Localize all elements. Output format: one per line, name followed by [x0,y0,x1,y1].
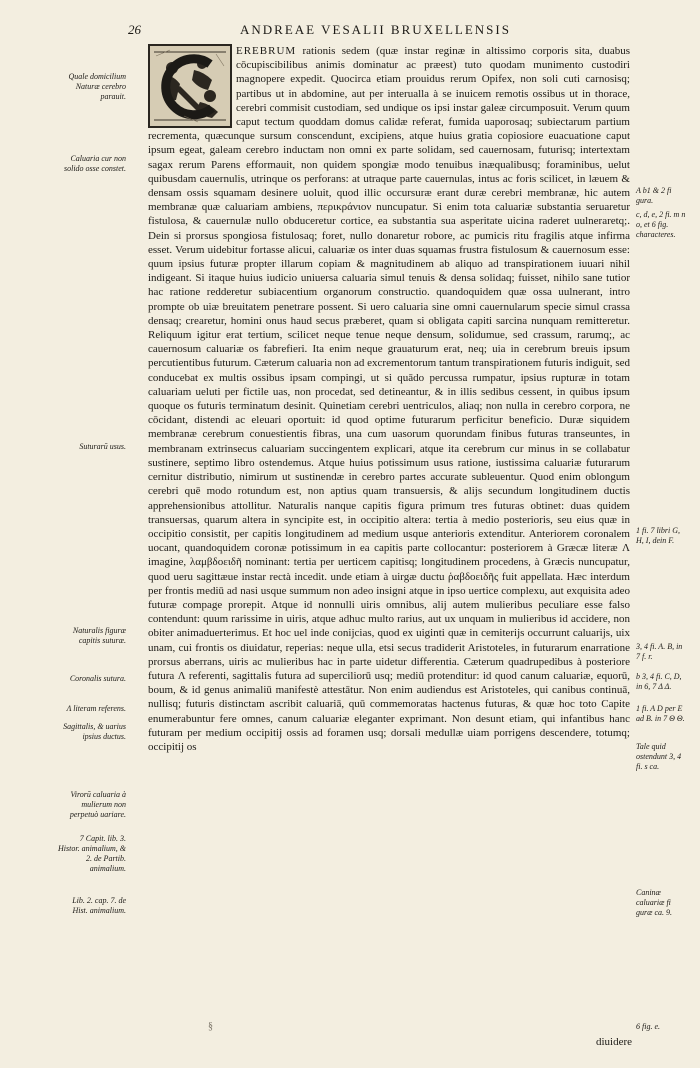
sidenote-right: c, d, e, 2 fi. m n o, et 6 fig. characteres. [636,210,686,239]
sidenote-left: Sagittalis, & uarius ipsius ductus. [63,722,126,741]
sidenote-left: Naturalis figuræ capitis suturæ. [72,626,126,645]
sidenote-left: Suturarū usus. [79,442,126,451]
main-paragraph [148,44,630,754]
sidenote-left: 7 Capit. lib. 3. Histor. animalium, & 2. de Partib. animalium. [58,834,127,873]
drop-cap-space [148,44,236,128]
sidenote-right: Tale quid ostendunt 3, 4 fi. s ca. [636,742,682,771]
sidenote-right: Caninæ caluariæ fi guræ ca. 9. [636,888,672,917]
running-head: ANDREAE VESALII BRUXELLENSIS [240,22,511,37]
sidenote-left: Quale domicilium Naturæ cerebro parauit. [68,72,126,101]
sidenote-right: 3, 4 fi. A. B, in 7 f. r. [636,642,683,661]
sidenote-left: Caluaria cur non solido osse constet. [64,154,126,173]
paragraph-text: rationis sedem (quæ instar reginæ in altissimo corporis sita, duabus cōcupiscibilibus animis dominatur ac præest) tuto quodam munimento custodiri magnopere expedit. Quocirca etiam prouidus rerum Opifex, non soli cuti carnosisq; partibus ut in abdomine, aut per interualla à se inuicem remotis ossibus ut in thorace, cerebri commisit custodiam, sed undique os ipsi instar galeæ circumposuit. Verum quum caput tectum quoddam domus calidæ referat, fumida uaporosaq; subiectarum partium recrementa, quæcunque sursum conscendunt, excipiens, atque huius gratia copiosiore euacuatione caput ipsum egeat, galeam cerebro inductam non omni ex parte solidam, sed cauernosam, futurisq; intertextam sagax rerum Parens efformauit, non quidem spongiæ modo tenuibus inæqualibusq; foraminibus, uelut quibusdam cauernulis, utrinque os perforans: at utraque parte cauernulas, intus ac foris scilicet, in læuem & densam ossis squamam desinere uoluit, quod illic occursuræ erant duræ cerebri membranæ, hic autem membranæ quæ caluariam ambiens, περικράνιον nuncupatur. Si enim tota caluariæ substantia seruaretur fistulosa, & cauernulæ nullo obduceretur cortice, ea substantia sua asperitate uicina raderet uulneraretq;. Dein si prorsus spongiosa fistulosaq; foret, nullo donaretur robore, ac pumicis ritu fragilis atque infirma esset. Verum uidebitur fortasse alicui, caluariæ os inter duas squamas frustra fistulosum & cauernosum esse: quum ipsius futuræ propter illarum copiam & magnitudinem ab aliquo ad transpirationem iuuari nihil indigeant. Si itaque huius iudicio uniuersa caluaria simul tenuis & densa solidaq; fuisset, nihilo sane tutior hac ratione redderetur subiacentium organorum constructio. quandoquidem quæ ossa uulnerant, intro prompte ob uiæ breuitatem penetrare possent. Si uero caluaria sine omni cauernularum specie simul crassa densaq; crearetur, homini onus haud secus præberet, quam si obligata capiti sarcina nunquam remitteretur. Reliquum igitur erat tertium, scilicet neque tenue neque densum, solidumue, sed crassum, rarumq;, ac cauernosum caluariæ os fabrefieri. Ita enim neque grauaturum erat, neq; uia in cerebrum breuis ipsum percutientibus futurum. Cæterum caluaria non ad excrementorum tantum transpirationem futuris indiguit, sed conducebat ex multis ossibus ipsam compingi, ut si quādo percussa rumpatur, ipsius rupturæ in totam caluariam ueluti per fictile uas, non procedat, sed detineantur, & in illis sedibus cessent, in quibus ipsum quoque os futuris terminatum desinit. Quinetiam cerebri uentriculos, aliaq; non nulla in cerebro corpora, ne cōcidant, distendi ac eleuari oportuit: id quod optime futurarum perficitur beneficio. Duræ siquidem membranæ cerebrum conuestientis fibras, una cum uasorum quorundam finibus futuras transeuntes, in membranam extrinsecus caluariam succingentem explicari, atque ita cerebrum cur minus in se collabatur sustinere, septimo libro ostendemus. Atque huius potissimum usus ratione, iustissima caluariæ futurarum cernitur distributio, nimirum ut sustinendæ in cerebro partes accurate subleuentur. Quod enim oblongum cerebri quē modo rotundum est, non aptius quam transuersis, & alijs secundum longitudinem ductis apprehensionibus attollitur. Naturalis nanque capitis figura primum tres futuras obtinet: duas quidem transuersas, quarum altera in syncipite est, in occipitio altera: tertia à medio posterioris, seu eius quæ in occipitio consistit, per capitis longitudinem ad medium usque anterioris extenditur. Anteriorem coronalem uocant, quandoquidem coronæ potissimum in ea capitis parte collocantur: posteriorem à Græcæ literæ Λ imagine, λαμβδοειδῆ nominant: tertia per uerticem capitisq; longitudinem procedens, à Græcis nuncupatur, quod ueru sagittæue instar rectà incedit. unde etiam à uirgæ ductu ῥαβδοειδῆς fuit appellata. Hæc interdum per frontis mediū ad nasi usque summum non adeo insigni atque in ipso uertice complexu, aut exquisita adeo futuræ compage prorepit. Atque id nonnulli uiris omnibus, alij autem mulieribus peculiare esse falso contendunt: quum rarissime in uiris, atque adhuc multo rarius, aut ux unquam in mulieribus id accidere, non obiter animaduerterimus. Et hoc uel inde conijcias, quod ex uiginti quæ in cemiterijs occurrunt caluarijs, uix unam, cui frontis os diuidatur, reperias: neque ulla, etsi secus tradiderit Aristoteles, in futurarum enarratione prorsus aberrans, uiris ac mulieribus hac in parte uidetur differentia. Cæterum quadrupedibus à posteriore futura Λ referenti, sagittalis futura ad superciliorū usq; mediū protenditur: id quod canum caluariæ, equorū, boum, & id genus animaliū manifestè attestātur. Non enim audiendus est Aristoteles, qui canibus continuā, nullisq; futuris distinctam ascribit caluariā, quū commemoratas hactenus futuras, & quæ hoc toto Capite enumerabuntur fere omnes, canum caluariæ eleganter exprimant. Non desunt etiam, qui infantibus hanc futuram per medium occipitij ossis ad foramen usq; dorsali medullæ uiam porrigens descendere, totumq; occipitij os [148,45,630,753]
opening-word: EREBRUM [236,45,297,57]
sidenote-right: 1 fi. A D per E ad B. in 7 Θ Θ. [636,704,685,723]
sidenote-right: b 3, 4 fi. C, D, in 6, 7 Δ Δ. [636,672,682,691]
sidenote-right: A b1 & 2 fi gura. [636,186,672,205]
sidenote-right: 1 fi. 7 libri G, H, I, dein F. [636,526,681,545]
page-number: 26 [128,22,141,37]
sidenote-left: Λ literam referens. [66,704,126,713]
page-header [0,22,700,42]
sidenote-left: Virorū caluaria à mulierum non perpetuò uariare. [69,790,126,819]
ornament-mark: § [208,1021,213,1032]
catchword: diuidere [596,1036,633,1048]
sidenote-right: 6 fig. e. [636,1022,660,1031]
sidenote-left: Lib. 2. cap. 7. de Hist. animalium. [72,896,126,915]
sidenote-left: Coronalis sutura. [69,674,126,683]
main-text-block [148,44,630,754]
